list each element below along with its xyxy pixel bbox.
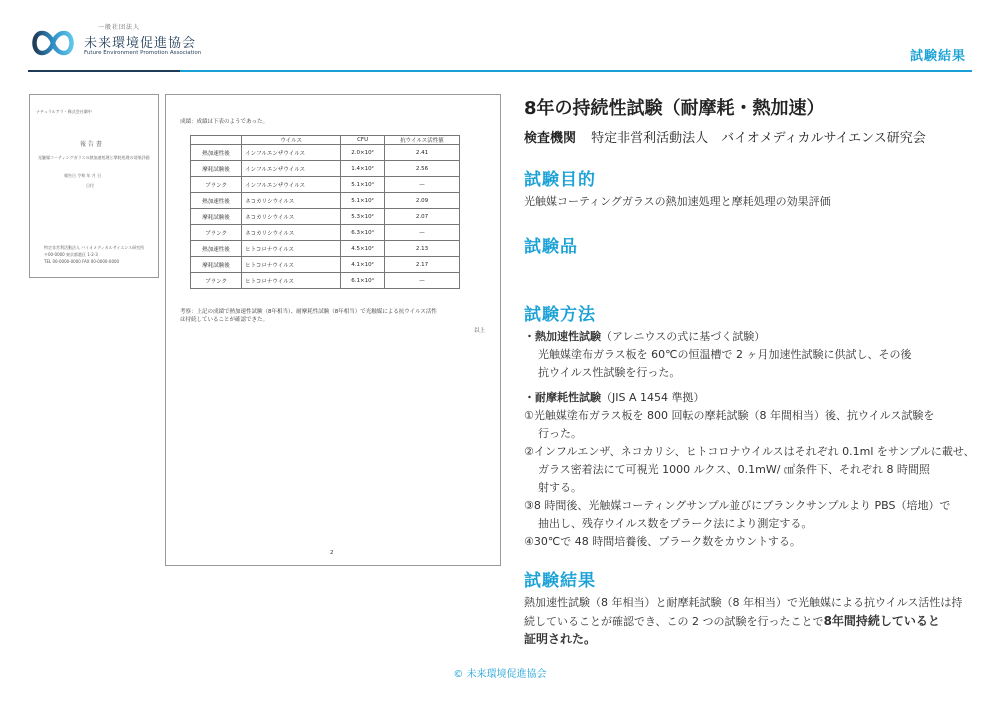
cover-recipient: ナチュラルアラ・株式会社御中 [36,109,92,114]
row-cfu: 4.5×10² [341,241,385,257]
org-small-label: 一般社団法人 [98,24,141,31]
results-end-mark: 以上 [474,328,486,334]
test-item-heading: 試験品 [524,237,578,257]
table-header-virus: ウイルス [242,136,341,145]
method2-step1: ①光触媒塗布ガラス板を 800 回転の摩耗試験（8 年間相当）後、抗ウイルス試験を [524,409,935,422]
results-table [190,135,460,289]
table-row [191,177,460,193]
row-virus: ネコカリシウイルス [242,225,341,241]
purpose-text: 光触媒コーティングガラスの熱加速処理と摩耗処理の効果評価 [524,195,831,208]
method2-step3: ③8 時間後、光触媒コーティングサンプル並びにブランクサンプルより PBS（培地）で [524,499,951,512]
row-cfu: 6.3×10⁴ [341,225,385,241]
row-condition: 熱加速性後 [191,241,242,257]
table-row [191,161,460,177]
header-section-title: 試験結果 [909,49,966,64]
row-activity: — [384,177,459,193]
result-emphasis: 8年間持続していると [823,614,940,628]
row-virus: ヒトコロナウイルス [242,273,341,289]
org-english-name: Future Environment Promotion Association [84,50,202,56]
test-organization-label: 検査機関 [524,131,577,146]
results-consideration-line2: は持続していることが確認できた。 [180,317,269,323]
table-row [191,209,460,225]
row-virus: ヒトコロナウイルス [242,257,341,273]
page-title: 8年の持続性試験（耐摩耗・熱加速） [524,98,825,119]
row-condition: 摩耗試験後 [191,209,242,225]
cover-address: 〒00-0000 東京都港区 1-2-3 [44,252,98,257]
method2-step4: ④30℃で 48 時間培養後、プラーク数をカウントする。 [524,535,801,548]
table-row [191,241,460,257]
method1-title-note: （アレニウスの式に基づく試験） [601,330,766,343]
row-activity: 2.56 [384,161,459,177]
row-condition: 熱加速性後 [191,145,242,161]
method2-step2-cont: ガラス密着法にて可視光 1000 ルクス、0.1mW/ ㎠条件下、それぞれ 8 時間照 [538,463,930,476]
row-cfu: 5.1×10² [341,193,385,209]
table-header-blank [191,136,242,145]
method2-title-note: （JIS A 1454 準拠） [601,391,705,404]
results-consideration-line1: 考察：上記の成績で熱加速性試験（8年相当）、耐摩耗性試験（8年相当）で光触媒による抗ウイルス活性 [180,309,437,315]
page-number: 2 [330,550,334,556]
row-condition: ブランク [191,177,242,193]
row-condition: 摩耗試験後 [191,161,242,177]
row-virus: ネコカリシウイルス [242,193,341,209]
purpose-heading: 試験目的 [524,170,596,190]
row-virus: ネコカリシウイルス [242,209,341,225]
row-virus: インフルエンザウイルス [242,161,341,177]
row-cfu: 2.0×10² [341,145,385,161]
results-page-thumbnail [165,94,501,566]
cover-title: 報 告 書 [80,141,102,148]
row-cfu: 5.1×10⁴ [341,177,385,193]
row-cfu: 5.3×10² [341,209,385,225]
row-cfu: 6.1×10⁴ [341,273,385,289]
table-header-cfu: CFU [341,136,385,145]
row-activity: — [384,273,459,289]
method1-title-text: ・熱加速性試験 [524,330,601,343]
table-row [191,225,460,241]
row-virus: インフルエンザウイルス [242,145,341,161]
result-heading: 試験結果 [524,571,596,591]
row-activity: — [384,225,459,241]
test-organization-value: 特定非営利活動法人 バイオメディカルサイエンス研究会 [591,131,926,146]
header-divider [28,70,180,72]
cover-date-value: 日付 [86,183,94,188]
result-line3: 証明された。 [524,632,597,646]
row-activity: 2.41 [384,145,459,161]
row-activity: 2.17 [384,257,459,273]
row-cfu: 1.4×10² [341,161,385,177]
footer-copyright: © 未来環境促進協会 [453,669,547,680]
row-virus: インフルエンザウイルス [242,177,341,193]
org-name: 未来環境促進協会 [84,36,197,51]
method2-step2: ②インフルエンザ、ネコカリシ、ヒトコロナウイルスはそれぞれ 0.1ml をサンプルに載せ、 [524,445,975,458]
cover-phone: TEL 00-0000-0000 FAX 00-0000-0000 [44,259,120,264]
row-condition: ブランク [191,225,242,241]
infinity-logo-icon [28,29,78,57]
results-intro: 成績：成績は下表のようであった。 [180,119,268,125]
cover-subject: 光触媒コーティングガラスの熱加速処理と摩耗処理の効果評価 [38,155,150,160]
method2-title [524,389,704,407]
results-table-body [191,145,460,289]
table-row [191,273,460,289]
row-condition: 熱加速性後 [191,193,242,209]
report-cover-thumbnail [29,94,159,278]
method1-line1: 光触媒塗布ガラス板を 60℃の恒温槽で 2 ヶ月加速性試験に供試し、その後 [538,348,912,361]
method2-step3-cont: 抽出し、残存ウイルス数をプラーク法により測定する。 [538,517,813,530]
org-logo [28,22,202,68]
result-line2-text: 続していることが確認でき、この 2 つの試験を行ったことで [524,615,824,628]
row-condition: 摩耗試験後 [191,257,242,273]
row-activity: 2.13 [384,241,459,257]
method2-step1-cont: 行った。 [538,427,582,440]
method2-step2-cont2: 射する。 [538,481,582,494]
header-divider-accent [180,70,972,72]
row-condition: ブランク [191,273,242,289]
table-row [191,145,460,161]
method1-title [524,328,765,346]
method-heading: 試験方法 [524,305,596,325]
row-activity: 2.07 [384,209,459,225]
table-row [191,193,460,209]
cover-date: 報告日 令和 年 月 日 [64,173,102,178]
row-cfu: 4.1×10² [341,257,385,273]
method1-line2: 抗ウイルス性試験を行った。 [538,366,681,379]
row-virus: ヒトコロナウイルス [242,241,341,257]
result-line2 [524,612,940,631]
test-organization [524,127,926,146]
result-line1: 熱加速性試験（8 年相当）と耐摩耗試験（8 年相当）で光触媒による抗ウイルス活性は持 [524,596,963,609]
table-header-activity: 抗ウイルス活性値 [384,136,459,145]
row-activity: 2.09 [384,193,459,209]
table-row [191,257,460,273]
method2-title-text: ・耐摩耗性試験 [524,391,601,404]
cover-issuer: 特定非営利活動法人 バイオメディカルサイエンス研究所 [44,245,145,250]
